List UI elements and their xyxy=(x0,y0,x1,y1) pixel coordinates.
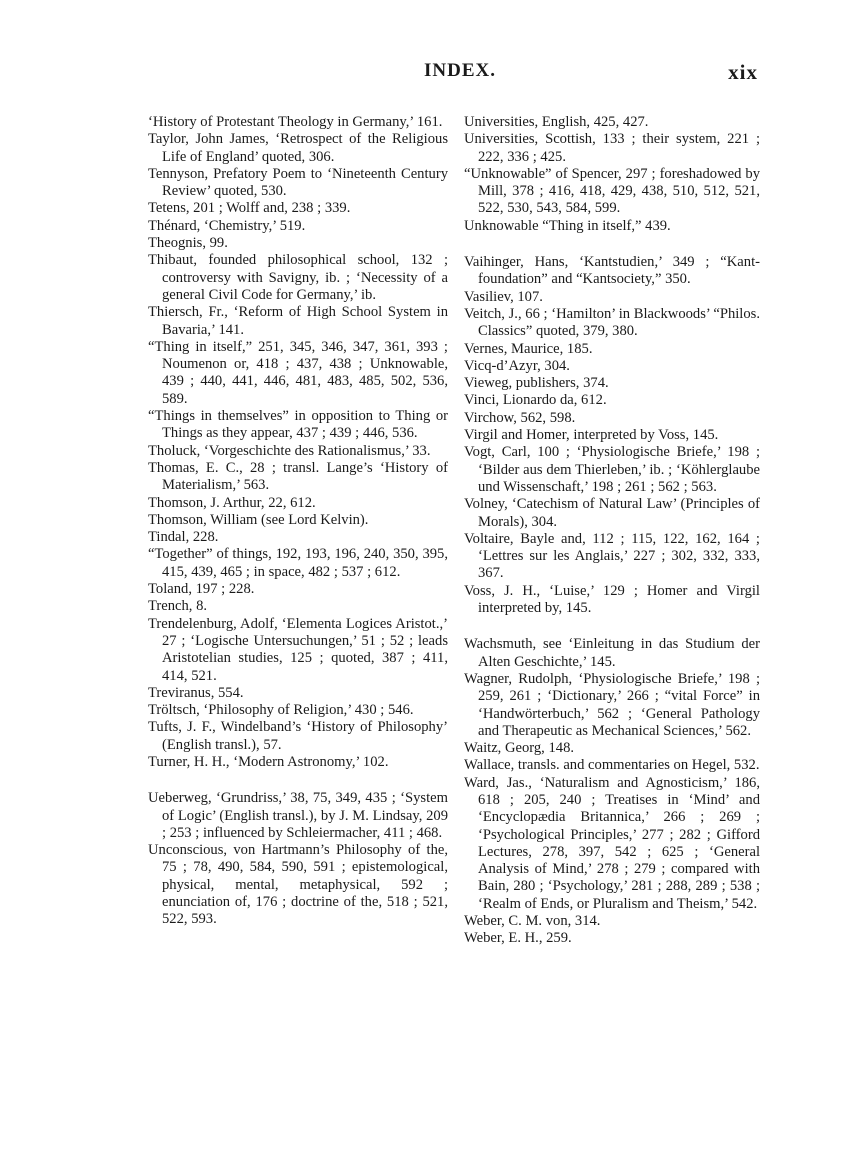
index-entry: “Things in themselves” in opposition to Thing or Things as they appear, 437 ; 439 ; 446, 536. xyxy=(148,408,448,442)
page-header xyxy=(0,60,850,90)
index-entry: ‘History of Protestant Theology in Germany,’ 161. xyxy=(148,114,443,130)
index-entry: Vicq-d’Azyr, 304. xyxy=(464,357,570,374)
index-entry: Vieweg, publishers, 374. xyxy=(464,375,609,392)
index-entry: Theognis, 99. xyxy=(148,235,228,252)
index-entry: Voss, J. H., ‘Luise,’ 129 ; Homer and Virgil interpreted by, 145. xyxy=(464,582,760,617)
index-entry: Universities, Scottish, 133 ; their system, 221 ; 222, 336 ; 425. xyxy=(464,131,760,165)
index-entry: Wachsmuth, see ‘Einleitung in das Studium der Alten Geschichte,’ 145. xyxy=(464,636,760,670)
index-entry: Unconscious, von Hartmann’s Philosophy of the, 75 ; 78, 490, 584, 590, 591 ; epistemological, physical, mental, metaphysical, 592 ; enunciation of, 176 ; doctrine of the, 518 ; 521, 522, 593. xyxy=(148,842,448,928)
page-number: xix xyxy=(728,60,758,84)
index-entry: “Together” of things, 192, 193, 196, 240, 350, 395, 415, 439, 465 ; in space, 482 ; 537 ; 612. xyxy=(148,546,448,580)
index-entry: Waitz, Georg, 148. xyxy=(464,740,575,757)
index-entry: Toland, 197 ; 228. xyxy=(148,581,255,598)
index-entry: Thomson, William (see Lord Kelvin). xyxy=(148,511,369,528)
index-entry: Tröltsch, ‘Philosophy of Religion,’ 430 ; 546. xyxy=(148,702,414,719)
index-entry: Weber, E. H., 259. xyxy=(464,930,572,947)
index-entry: Thiersch, Fr., ‘Reform of High School System in Bavaria,’ 141. xyxy=(148,304,448,338)
index-entry: Virgil and Homer, interpreted by Voss, 145. xyxy=(464,427,719,444)
index-entry: Taylor, John James, ‘Retrospect of the Religious Life of England’ quoted, 306. xyxy=(148,131,448,165)
index-entry: Veitch, J., 66 ; ‘Hamilton’ in Blackwoods’ “Philos. Classics” quoted, 379, 380. xyxy=(464,305,760,340)
section-gap xyxy=(148,771,448,790)
right-column xyxy=(464,114,760,948)
running-title: INDEX. xyxy=(424,60,496,81)
index-entry: Ward, Jas., ‘Naturalism and Agnosticism,’ 186, 618 ; 205, 240 ; Treatises in ‘Mind’ and ‘Encyclopædia Britannica,’ 266 ; 269 ; ‘Psychological Principles,’ 277 ; 282 ; Gifford Lectures, 278, 397, 542 ; 625 ; ‘General Analysis of Mind,’ 278 ; 279 ; compared with Bain, 280 ; ‘Psychology,’ 281 ; 288, 289 ; 538 ; ‘Realm of Ends, or Pluralism and Theism,’ 542. xyxy=(464,774,760,912)
index-entry: Universities, English, 425, 427. xyxy=(464,114,649,130)
index-entry: Weber, C. M. von, 314. xyxy=(464,913,601,930)
index-entry: Tetens, 201 ; Wolff and, 238 ; 339. xyxy=(148,200,351,217)
index-entry: Thomson, J. Arthur, 22, 612. xyxy=(148,494,316,511)
index-entry: Tindal, 228. xyxy=(148,529,219,546)
index-entry: Tufts, J. F., Windelband’s ‘History of Philosophy’ (English transl.), 57. xyxy=(148,719,448,753)
index-entry: Thomas, E. C., 28 ; transl. Lange’s ‘History of Materialism,’ 563. xyxy=(148,459,448,494)
index-entry: Unknowable “Thing in itself,” 439. xyxy=(464,217,671,234)
index-entry: Voltaire, Bayle and, 112 ; 115, 122, 162, 164 ; ‘Lettres sur les Anglais,’ 227 ; 302, 332, 333, 367. xyxy=(464,530,760,582)
index-entry: Volney, ‘Catechism of Natural Law’ (Principles of Morals), 304. xyxy=(464,496,760,530)
section-gap xyxy=(464,235,760,254)
section-gap xyxy=(464,617,760,636)
index-entry: Vasiliev, 107. xyxy=(464,288,543,305)
index-entry: Tennyson, Prefatory Poem to ‘Nineteenth Century Review’ quoted, 530. xyxy=(148,165,448,200)
index-entry: Wallace, transls. and commentaries on Hegel, 532. xyxy=(464,757,760,774)
index-entry: Vinci, Lionardo da, 612. xyxy=(464,392,607,409)
index-entry: Virchow, 562, 598. xyxy=(464,409,576,426)
index-entry: Trendelenburg, Adolf, ‘Elementa Logices Aristot.,’ 27 ; ‘Logische Untersuchungen,’ 51 ; 52 ; leads Aristotelian studies, 125 ; quoted, 387 ; 411, 414, 521. xyxy=(148,615,448,684)
index-entry: “Unknowable” of Spencer, 297 ; foreshadowed by Mill, 378 ; 416, 418, 429, 438, 510, 512, 521, 522, 530, 543, 584, 599. xyxy=(464,165,760,217)
index-entry: Vernes, Maurice, 185. xyxy=(464,340,593,357)
index-entry: Thénard, ‘Chemistry,’ 519. xyxy=(148,217,306,234)
index-entry: Thibaut, founded philosophical school, 132 ; controversy with Savigny, ib. ; ‘Necessity of a general Civil Code for Germany,’ ib. xyxy=(148,252,448,303)
index-entry: Turner, H. H., ‘Modern Astronomy,’ 102. xyxy=(148,753,389,770)
left-column xyxy=(148,114,448,929)
index-entry: Tholuck, ‘Vorgeschichte des Rationalismus,’ 33. xyxy=(148,442,431,459)
index-entry: Wagner, Rudolph, ‘Physiologische Briefe,’ 198 ; 259, 261 ; ‘Dictionary,’ 266 ; “vital Force” in ‘Handwörterbuch,’ 562 ; ‘General Pathology and Therapeutic as Mechanical Sciences,’ 562. xyxy=(464,670,760,739)
index-entry: “Thing in itself,” 251, 345, 346, 347, 361, 393 ; Noumenon or, 418 ; 437, 438 ; Unknowable, 439 ; 440, 441, 446, 481, 483, 485, 502, 536, 589. xyxy=(148,338,448,407)
index-entry: Trench, 8. xyxy=(148,598,208,615)
index-entry: Vaihinger, Hans, ‘Kantstudien,’ 349 ; “Kant-foundation” and “Kantsociety,” 350. xyxy=(464,254,760,288)
index-entry: Vogt, Carl, 100 ; ‘Physiologische Briefe,’ 198 ; ‘Bilder aus dem Thierleben,’ ib. ; ‘Köhlerglaube und Wissenschaft,’ 198 ; 261 ; 562 ; 563. xyxy=(464,444,760,495)
index-entry: Treviranus, 554. xyxy=(148,684,244,701)
index-entry: Ueberweg, ‘Grundriss,’ 38, 75, 349, 435 ; ‘System of Logic’ (English transl.), by J. M. Lindsay, 209 ; 253 ; influenced by Schleiermacher, 411 ; 468. xyxy=(148,790,448,841)
